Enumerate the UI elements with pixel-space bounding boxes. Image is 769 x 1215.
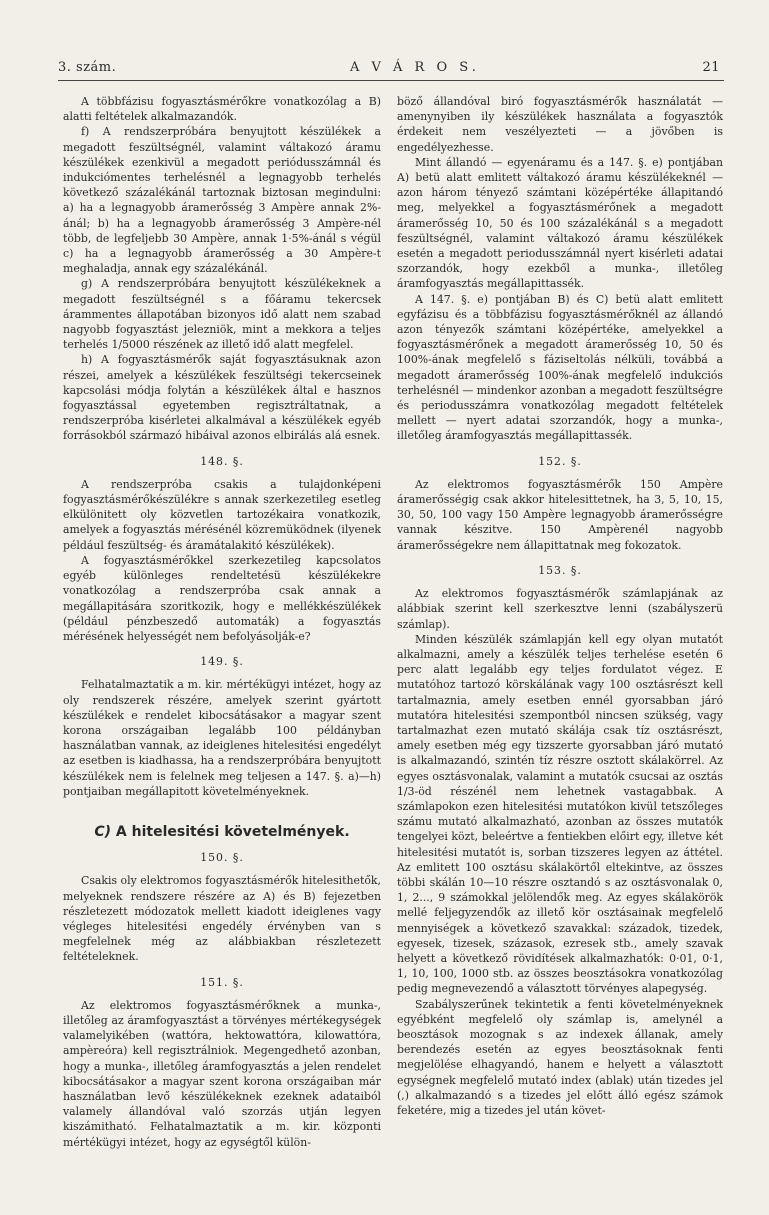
paragraph: Szabályszerűnek tekintetik a fenti követelményeknek egyébként megfelelő oly számlap is, amelynél a beosztások mozognak s az indexek állanak, amely berendezés esetén az egyes beosztásoknak fenti megjelölése elhagyandó, hanem e helyett a választott egységnek megfelelő mutató index (ablak) után tizedes jel (,) alkalmazandó s a tizedes jel előtt álló egész számok feketére, mig a tizedes jel után követ- [397, 997, 723, 1117]
paragraph: f) A rendszerpróbára benyujtott készülékek a megadott feszültségnél, valamint váltakozó áramu készülékek ezenkivül a megadott periódusszámnál és indukciómentes terhelésnél a legnagyobb terhelés következő százalékánál tartoznak biztosan megindulni: a) ha a legnagyobb áramerősség 3 Ampère annak 2%-ánál; b) ha a legnagyobb áramerősség 3 Ampère-nél több, de legfeljebb 30 Ampère, annak 1·5%-ánál s végül c) ha a legnagyobb áramerősség a 30 Ampère-t meghaladja, annak egy százalékánál. [63, 125, 381, 276]
paragraph: Az elektromos fogyasztásmérők 150 Ampère áramerősségig csak akkor hitelesittetnek, ha 3, 5, 10, 15, 30, 50, 100 vagy 150 Ampère legnagyobb áramerősségre vannak készitve. 150 Ampèrenél nagyobb áramerősségekre nem állapittatnak meg fokozatok. [397, 477, 723, 552]
paragraph: Mint állandó — egyenáramu és a 147. §. e) pontjában A) betü alatt emlitett váltakozó áramu készülékeknél — azon három tényező számtani középértéke állapitandó meg, melyekkel a fogyasztásmérőnek a megadott áramerősség 10, 50 és 100 százalékánál s a megadott feszültségnél, valamint váltakozó áramu készülékek esetén a megadott periodusszámnál nyert kisérleti adatai szorzandók, hogy ezekből a munka-, illetőleg áramfogyasztás megállapittassék. [397, 155, 723, 291]
section-number: 150. §. [200, 851, 244, 865]
paragraph: h) A fogyasztásmérők saját fogyasztásuknak azon részei, amelyek a készülékek feszültségi tekercseinek kapcsolási módja folytán a készülékek által e hasznos fogyasztással egyetemben regisztráltatnak, a rendszerpróba kisérletei alkalmával a készülékek egyéb forrásokból származó hibáival azonos elbirálás alá esnek. [63, 353, 381, 443]
issue-number: 3. szám. [58, 60, 117, 75]
paragraph: Az elektromos fogyasztásmérők számlapjának az alábbiak szerint kell szerkesztve lenni (szabályszerü számlap). [397, 587, 723, 631]
paragraph: Az elektromos fogyasztásmérőknek a munka-, illetőleg az áramfogyasztást a törvényes mértékegységek valamelyikében (wattóra, hektowattóra, kilowattóra, ampèreóra) kell regisztrálniok. Megengedhető azonban, hogy a munka-, illetőleg áramfogyasztás a jelen rendelet kibocsátásakor a magyar szent korona országaiban már használatban levő készülékeknek ezeknek adataiból valamely állandóval való szorzás utján legyen kiszámitható. Felhatalmaztatik a m. kir. központi mértékügyi intézet, hogy az egységtől külön- [63, 998, 381, 1149]
publication-title: A V Á R O S. [350, 60, 480, 75]
paragraph: Csakis oly elektromos fogyasztásmérők hitelesithetők, melyeknek rendszere részére az A) és B) fejezetben részletezett módozatok mellett kiadott ideiglenes vagy végleges hitelesitési engedély érvényben van s megfelelnek még az alábbiakban részletezett feltételeknek. [63, 874, 381, 964]
paragraph: Minden készülék számlapján kell egy olyan mutatót alkalmazni, amely a készülék teljes terhelése esetén 6 perc alatt legalább egy teljes fordulatot végez. E mutatóhoz tartozó körskálának vagy 100 osztásrészt kell tartalmaznia, amely esetben ennél gyorsabban járó mutatóra hitelesitési szempontból nincsen szükség, vagy tartalmazhat ezen mutató skálája csak tíz osztásrészt, amely esetben még egy tizszerte gyorsabban járó mutató is alkalmazandó, szintén tíz részre osztott skálakörrel. Az egyes osztásvonalak, valamint a mutatók csucsai az osztás 1/3-öd részénél nem lehetnek vastagabbak. A számlapokon ezen hitelesitési mutatókon kivül tetszőleges számu mutató alkalmazható, azonban az összes mutatók tengelyei közt, beleértve a fentiekben előirt egy, illetve két hitelesitési mutatót is, sorban tizszeres legyen az áttétel. Az emlitett 100 osztásu skálakörtől eltekintve, az összes többi skálán 10—10 részre osztandó s az osztásvonalak 0, 1, 2..., 9 számokkal jelölendők meg. Az egyes skálakörök mellé feljegyzendők az illető kör osztásainak megfelelő mennyiségek a következő szavakkal: századok, tizedek, egyesek, tizesek, százasok, ezresek stb., amely szavak helyett a következő rövidítések alkalmazhatók: 0·01, 0·1, 1, 10, 100, 1000 stb. az összes beosztásokra vonatkozólag pedig megnevezendő a választott törvényes alapegység. [397, 632, 723, 996]
section-number: 151. §. [200, 975, 244, 989]
page-number: 21 [702, 60, 720, 75]
left-column [63, 94, 381, 1150]
section-number: 153. §. [538, 563, 582, 577]
paragraph: A rendszerpróba csakis a tulajdonképeni fogyasztásmérőkészülékre s annak szerkezetileg esetleg elkülönitett oly közvetlen tartozékaira vonatkozik, amelyek a fogyasztás mérésénél közremüködnek (ilyenek például feszültség- és áramátalakitó készülékek). [63, 477, 381, 552]
right-column [397, 94, 723, 1118]
paragraph: A fogyasztásmérőkkel szerkezetileg kapcsolatos egyéb különleges rendeltetésü készülékekre vonatkozólag a rendszerpróba csak annak a megállapitására szoritkozik, hogy e mellékkészülékek (például pénzbeszedő automaták) a fogyasztás mérésének helyességét nem befolyásolják-e? [63, 553, 381, 643]
paragraph: Felhatalmaztatik a m. kir. mértékügyi intézet, hogy az oly rendszerek részére, amelyek szerint gyártott készülékek e rendelet kibocsátásakor a magyar szent korona országaiban legalább 100 példányban használatban vannak, az ideiglenes hitelesitési engedélyt az esetben is kiadhassa, ha a rendszerpróbára benyujtott készülékek nem is felelnek meg teljesen a 147. §. a)—h) pontjaiban megállapitott követelményeknek. [63, 678, 381, 798]
section-number: 149. §. [200, 655, 244, 669]
chapter-heading [63, 825, 381, 840]
header-rule [58, 80, 724, 81]
section-number: 152. §. [538, 454, 582, 468]
paragraph: böző állandóval biró fogyasztásmérők használatát — amenynyiben ily készülékek használata a fogyasztók érdekeit nem veszélyezteti — a jövőben is engedélyezhesse. [397, 95, 723, 154]
paragraph: A 147. §. e) pontjában B) és C) betü alatt emlitett egyfázisu és a többfázisu fogyasztásmérőknél az állandó azon tényezők számtani középértéke, amelyekkel a fogyasztásmérőnek a megadott áramerősség 10, 50 és 100%-ának megfelelő s fáziseltolás nélküli, továbbá a megadott áramerősség 100%-ának megfelelő indukciós terhelésnél — mindenkor azonban a megadott feszültségre és periodusszámra vonatkozólag megadott feltételek mellett — nyert adatai szorzandók, hogy a munka-, illetőleg áramfogyasztás megállapittassék. [397, 292, 723, 443]
paragraph: g) A rendszerpróbára benyujtott készülékeknek a megadott feszültségnél s a főáramu tekercsek árammentes állapotában bizonyos idő alatt nem szabad nagyobb fogyasztást jelezniök, mint a mekkora a teljes terhelés 1/5000 részének az illető idő alatt megfelel. [63, 277, 381, 352]
chapter-title: A hitelesitési követelmények. [115, 823, 350, 840]
paragraph: A többfázisu fogyasztásmérőkre vonatkozólag a B) alatti feltételek alkalmazandók. [63, 95, 381, 124]
section-number: 148. §. [200, 454, 244, 468]
page-header [58, 60, 720, 80]
chapter-letter: C) [94, 823, 112, 840]
